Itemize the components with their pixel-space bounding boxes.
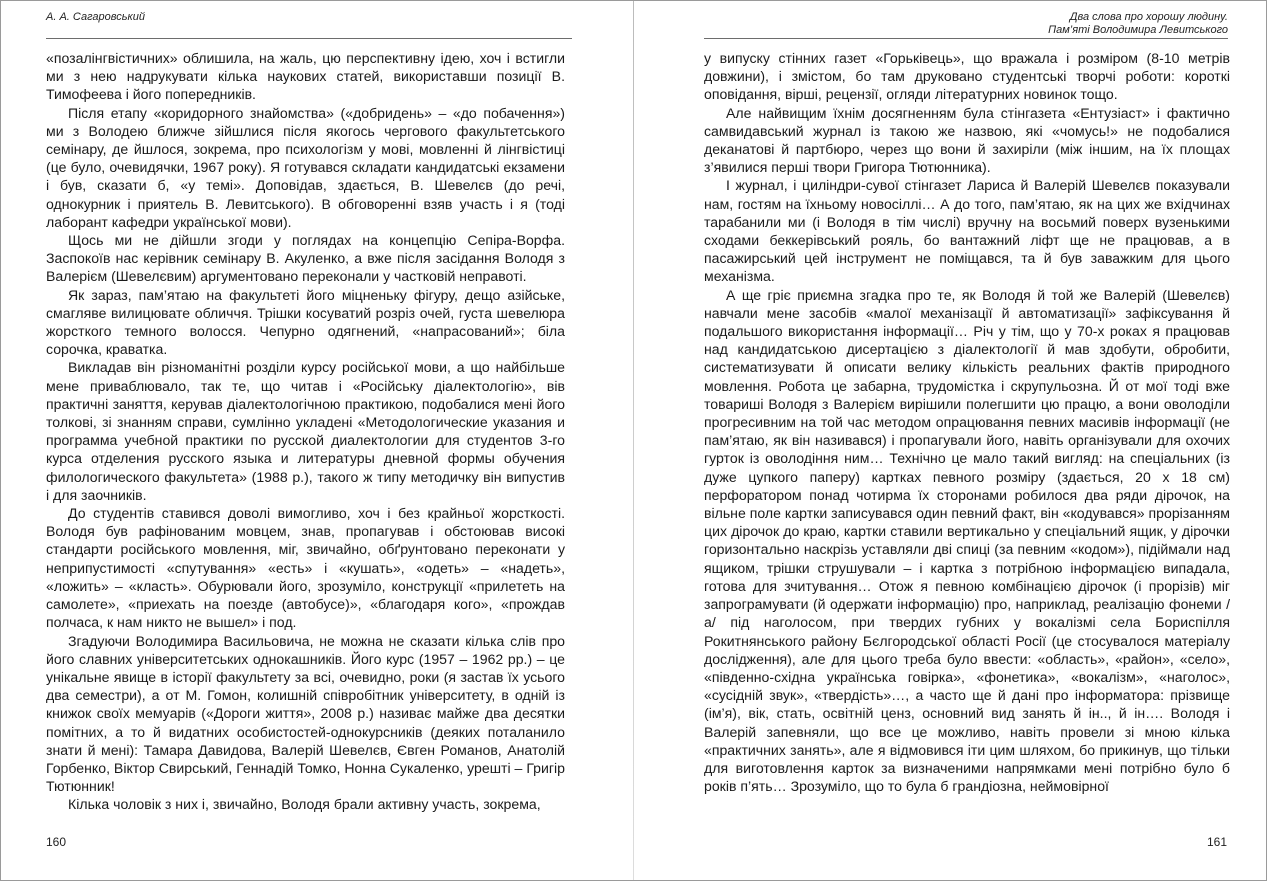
paragraph: Щось ми не дійшли згоди у поглядах на концепцію Сепіра-Ворфа. Заспокоїв нас керівник семінару В. Акуленко, а вже після засідання Володя з Валерієм (Шевелєвим) аргументовано переконали у частковій неправоті. [46,232,565,285]
paragraph: «позалінгвістичних» облишила, на жаль, цю перспективну ідею, хоч і встигли ми з нею надрукувати кілька наукових статей, використавши позиції В. Тимофеева і його попередників. [46,50,565,103]
right-running-head [704,11,1228,37]
paragraph: у випуску стінних газет «Горьківець», що вражала і розміром (8-10 метрів довжини), і змістом, бо там друковано студентські творчі роботи: короткі оповідання, вірші, рецензії, огляди літературних новинок тощо. [704,50,1230,103]
right-page-number: 161 [1206,835,1227,849]
left-page-number: 160 [46,835,67,849]
right-running-head-line2: Пам’яті Володимира Левитського [1048,24,1228,36]
left-page [1,1,634,880]
right-header-rule [704,38,1228,39]
paragraph: Але найвищим їхнім досягненням була стінгазета «Ентузіаст» і фактично самвидавський журнал із такою же назвою, які «чомусь!» не подобалися деканатові й партбюро, через що вони й захиріли (між іншим, на їх площах з’явилися перші твори Григора Тютюнника). [704,104,1230,176]
paragraph: Як зараз, пам’ятаю на факультеті його міцненьку фігуру, дещо азійське, смагляве вилицювате обличчя. Трішки косуватий розріз очей, густа шевелюра жорсткого темного волосся. Чепурно одягнений, «напрасований»; біла сорочка, краватка. [46,286,565,358]
paragraph: Кілька чоловік з них і, звичайно, Володя брали активну участь, зокрема, [68,796,541,813]
paragraph: Згадуючи Володимира Васильовича, не можна не сказати кілька слів про його славних університетських однокашників. Його курс (1957 – 1962 рр.) – це унікальне явище в історії факультету за всі, очевидно, роки (я застав їх усього два семестри), а от М. Гомон, колишній співробітник університету, в одній із книжок своїх мемуарів («Дороги життя», 2008 р.) називає майже два десятки помітних, а то й видатних особистостей-однокурсників (деяких поталанило знати й мені): Тамара Давидова, Валерій Шевелєв, Євген Романов, Анатолій Горбенко, Віктор Свирський, Геннадій Томко, Нонна Сукаленко, урешті – Григір Тютюнник! [46,632,565,795]
right-page-body [704,49,1230,795]
paragraph: До студентів ставився доволі вимогливо, хоч і без крайньої жорсткості. Володя був рафінованим мовцем, знав, пропагував і обстоював високі стандарти російського мовлення, міг, звичайно, обґрунтовано переконати у неприпустимості «спутування» «есть» і «кушать», «одеть» – «надеть», «ложить» – «класть». Обурювали його, зрозуміло, конструкції «прилететь на самолете», «приехать на поезде (автобусе)», «благодаря кого», «прождав полчаса, к нам никто не вышел» і под. [46,505,565,631]
left-page-body [46,49,565,814]
paragraph: І журнал, і циліндри-сувої стінгазет Лариса й Валерій Шевелєв показували нам, гостям на їхньому новосіллі… А до того, пам’ятаю, як на цих же вхідчинах тарабанили ми (і Володя в тім числі) вручну на восьмий поверх вузенькими сходами беккерівський рояль, бо вантажний ліфт ще не працював, а в пасажирський цей інструмент не поміщався, та й був заважким для цього механізма. [704,177,1230,285]
paragraph: Викладав він різноманітні розділи курсу російської мови, а що найбільше мене приваблювало, так те, що читав і «Російську діалектологію», вів практичні заняття, керував діалектологічною практикою, подобалися мені його толкові, зі знанням справи, сумлінно укладені «Методологические указания и программа учебной практики по русской диалектологии для студентов 3-го курса отделения русского языка и литературы дневной формы обучения филологического факультета» (1988 р.), такого ж типу методичку він випустив і для заочників. [46,359,565,503]
left-header-rule [46,38,572,39]
right-running-head-line1: Два слова про хорошу людину. [1069,11,1228,23]
paragraph: Після етапу «коридорного знайомства» («добридень» – «до побачення») ми з Володею ближче зійшлися після якогось чергового факультетського семінару, де йшлося, зокрема, про психологізм у мові, мовленні й лінгвістиці (це було, очевидячки, 1967 року). Я готувався складати кандидатські екзамени і був, сказати б, «у темі». Доповідав, здається, В. Шевелєв (до речі, однокурник і приятель В. Левитського). В обговоренні взяв участь і я (тоді лаборант кафедри української мови). [46,104,565,230]
left-running-head: А. А. Сагаровський [46,11,145,23]
paragraph: А ще гріє приємна згадка про те, як Володя й той же Валерій (Шевелєв) навчали мене засобів «малої механізації й автоматизації» зафіксування й подальшого використання інформації… Річ у тім, що у 70-х роках я працював над кандидатською дисертацією з діалектології й мав здобути, обробити, систематизувати й описати велику кількість реальних фактів природного мовлення. Робота це забарна, трудомістка і скрупульозна. Й от мої тоді вже товариші Володя з Валерієм вирішили полегшити цю працю, а вони оволоділи прогресивним на той час методом опрацювання певних масивів інформації (не пам’ятаю, як він називався) і пропагували його, навіть організували для охочих гурток із оволодіння ним… Технічно це мало такий вигляд: на спеціальних (із дуже цупкого паперу) картках певного розміру (здається, 20 х 18 см) перфоратором понад чотирма їх сторонами робилося два ряди дірочок, на вільне поле картки записувався один певний факт, він «кодувався» прорізанням цих дірочок до краю, картки ставили вертикально у спеціальний ящик, у дірочки горизонтально наскрізь уставляли дві спиці (за певним «кодом»), підіймали над ящиком, трішки струшували – і картка з потрібною інформацією випадала, готова для зчитування… Отож я певною комбінацією дірочок (і прорізів) міг запрограмувати (й одержати інформацію) про, наприклад, реалізацію фонеми /а/ під наголосом, при твердих губних у вокалізмі села Бориспілля Рокитнянського району Бєлгородської області Росії (це стосувалося матеріалу дослідження), але для цього треба було ввести: «область», «район», «село», «південно-східна українська говірка», «фонетика», «вокалізм», «наголос», «сусідній звук», «твердість»…, а часто ще й дані про інформатора: прізвище (ім’я), вік, стать, освітній ценз, основний вид занять й ін.., й ін…. Володя і Валерій запевняли, що все це можливо, навіть провели зі мною кілька «практичних занять», але я відмовився іти цим шляхом, бо прикинув, що тільки для виготовлення карток за визначеними напрямками мені потрібно було б років п’ять… Зрозуміло, що то була б грандіозна, неймовірної [704,286,1230,795]
right-page [634,1,1267,880]
